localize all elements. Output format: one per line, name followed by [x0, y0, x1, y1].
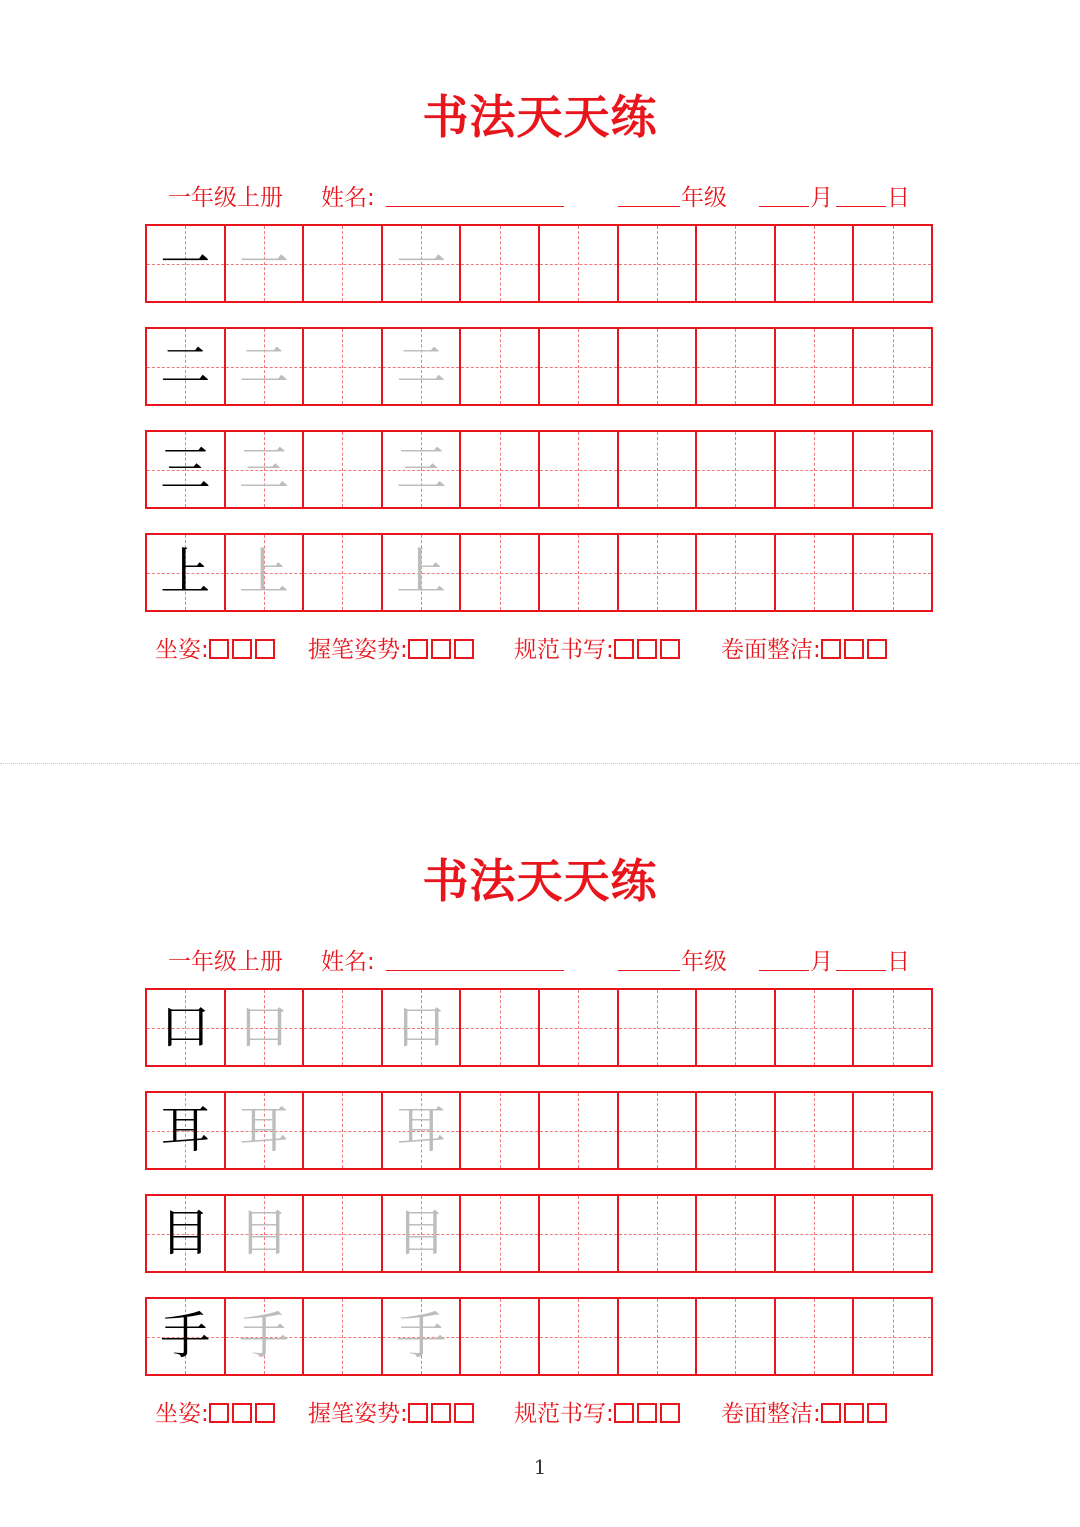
grid-cell[interactable]: [617, 432, 696, 507]
guide-line-horizontal: [304, 470, 381, 471]
grid-cell[interactable]: [852, 1093, 931, 1168]
grid-cell[interactable]: [538, 1299, 617, 1374]
standard-label: 规范书写:: [514, 637, 614, 663]
neatness-eval: [721, 1396, 890, 1432]
model-character: 二: [160, 337, 211, 395]
guide-line-horizontal: [854, 264, 931, 265]
rating-checkbox[interactable]: [454, 639, 474, 659]
grid-cell[interactable]: [381, 226, 460, 301]
grid-cell[interactable]: [224, 329, 303, 404]
trace-character: 口: [396, 998, 447, 1056]
grid-cell[interactable]: [774, 1093, 853, 1168]
grid-cell[interactable]: [459, 1299, 538, 1374]
evaluation-footer: [155, 1396, 945, 1432]
trace-character: 手: [238, 1307, 289, 1365]
day-blank[interactable]: [836, 180, 886, 218]
grid-cell[interactable]: [695, 1299, 774, 1374]
trace-character: 三: [238, 440, 289, 498]
rating-checkbox[interactable]: [209, 1403, 229, 1423]
grid-cell[interactable]: [147, 1093, 224, 1168]
trace-character: 目: [396, 1204, 447, 1262]
sheet-title: 书法天天练: [422, 854, 658, 908]
guide-line-horizontal: [619, 1234, 696, 1235]
grid-cell[interactable]: [381, 535, 460, 610]
guide-line-horizontal: [461, 1028, 538, 1029]
grid-cell[interactable]: [381, 990, 460, 1065]
guide-line-horizontal: [697, 573, 774, 574]
guide-line-horizontal: [619, 470, 696, 471]
rating-checkbox[interactable]: [844, 1403, 864, 1423]
model-character: 上: [160, 543, 211, 601]
guide-line-horizontal: [304, 1131, 381, 1132]
grid-cell[interactable]: [381, 1196, 460, 1271]
guide-line-horizontal: [776, 573, 853, 574]
grid-cell[interactable]: [695, 1196, 774, 1271]
rating-checkbox[interactable]: [660, 639, 680, 659]
grid-cell[interactable]: [774, 535, 853, 610]
grid-cell[interactable]: [302, 1093, 381, 1168]
rating-checkbox[interactable]: [614, 639, 634, 659]
grid-cell[interactable]: [459, 535, 538, 610]
guide-line-horizontal: [697, 1028, 774, 1029]
model-character: 手: [160, 1307, 211, 1365]
guide-line-horizontal: [619, 1131, 696, 1132]
guide-line-horizontal: [461, 1234, 538, 1235]
name-label: 姓名:: [321, 949, 375, 975]
guide-line-horizontal: [619, 1337, 696, 1338]
evaluation-footer: [155, 632, 945, 668]
guide-line-horizontal: [776, 264, 853, 265]
grid-cell[interactable]: [538, 1093, 617, 1168]
guide-line-horizontal: [854, 470, 931, 471]
grid-cell[interactable]: [381, 1299, 460, 1374]
grid-cell[interactable]: [617, 990, 696, 1065]
trace-character: 上: [396, 543, 447, 601]
grid-cell[interactable]: [852, 990, 931, 1065]
grid-cell[interactable]: [617, 535, 696, 610]
grid-cell[interactable]: [224, 535, 303, 610]
grid-cell[interactable]: [695, 432, 774, 507]
grid-cell[interactable]: [459, 432, 538, 507]
trace-character: 二: [238, 337, 289, 395]
grid-cell[interactable]: [617, 1299, 696, 1374]
grid-cell[interactable]: [852, 1196, 931, 1271]
grid-cell[interactable]: [224, 1196, 303, 1271]
guide-line-horizontal: [540, 264, 617, 265]
guide-line-horizontal: [619, 367, 696, 368]
trace-character: 三: [396, 440, 447, 498]
grid-cell[interactable]: [302, 432, 381, 507]
grid-cell[interactable]: [538, 1196, 617, 1271]
guide-line-horizontal: [854, 1131, 931, 1132]
model-character: 一: [160, 234, 211, 292]
grip-eval: [308, 1396, 477, 1432]
grid-cell[interactable]: [147, 329, 224, 404]
rating-checkbox[interactable]: [614, 1403, 634, 1423]
sheet-title: 书法天天练: [422, 90, 658, 144]
grid-cell[interactable]: [302, 1299, 381, 1374]
writing-row: [145, 327, 933, 406]
grid-cell[interactable]: [147, 990, 224, 1065]
grade-volume-label: 一年级上册: [168, 949, 283, 975]
rating-checkbox[interactable]: [454, 1403, 474, 1423]
guide-line-horizontal: [776, 1131, 853, 1132]
month-blank[interactable]: [759, 180, 809, 218]
grid-cell[interactable]: [147, 1196, 224, 1271]
guide-line-horizontal: [540, 367, 617, 368]
page-divider: [0, 763, 1080, 764]
grade-label: 年级: [681, 949, 727, 975]
writing-row: [145, 1297, 933, 1376]
guide-line-horizontal: [461, 1131, 538, 1132]
writing-row: [145, 533, 933, 612]
sheet-header: [168, 180, 928, 216]
trace-character: 上: [238, 543, 289, 601]
name-blank[interactable]: [386, 180, 564, 218]
grip-label: 握笔姿势:: [308, 637, 408, 663]
standard-label: 规范书写:: [514, 1401, 614, 1427]
trace-character: 手: [396, 1307, 447, 1365]
rating-checkbox[interactable]: [232, 1403, 252, 1423]
guide-line-horizontal: [619, 573, 696, 574]
grid-cell[interactable]: [852, 226, 931, 301]
guide-line-horizontal: [304, 1234, 381, 1235]
month-label: 月: [810, 949, 833, 975]
guide-line-horizontal: [854, 367, 931, 368]
neatness-label: 卷面整洁:: [721, 1401, 821, 1427]
guide-line-horizontal: [540, 470, 617, 471]
grid-cell[interactable]: [224, 1299, 303, 1374]
guide-line-horizontal: [776, 367, 853, 368]
grid-cell[interactable]: [381, 1093, 460, 1168]
grid-cell[interactable]: [852, 535, 931, 610]
guide-line-horizontal: [461, 573, 538, 574]
guide-line-horizontal: [697, 470, 774, 471]
neatness-eval: [721, 632, 890, 668]
grid-cell[interactable]: [302, 1196, 381, 1271]
posture-eval: [155, 1396, 278, 1432]
trace-character: 目: [238, 1204, 289, 1262]
guide-line-horizontal: [776, 1028, 853, 1029]
grid-cell[interactable]: [147, 535, 224, 610]
trace-character: 耳: [238, 1101, 289, 1159]
grid-cell[interactable]: [852, 432, 931, 507]
grid-cell[interactable]: [538, 226, 617, 301]
guide-line-horizontal: [461, 1337, 538, 1338]
standard-eval: [514, 1396, 683, 1432]
guide-line-horizontal: [854, 1028, 931, 1029]
guide-line-horizontal: [697, 264, 774, 265]
guide-line-horizontal: [461, 470, 538, 471]
rating-checkbox[interactable]: [255, 639, 275, 659]
trace-character: 二: [396, 337, 447, 395]
day-blank[interactable]: [836, 944, 886, 982]
guide-line-horizontal: [540, 1337, 617, 1338]
rating-checkbox[interactable]: [844, 639, 864, 659]
guide-line-horizontal: [697, 1131, 774, 1132]
grid-cell[interactable]: [381, 432, 460, 507]
rating-checkbox[interactable]: [821, 1403, 841, 1423]
rating-checkbox[interactable]: [431, 639, 451, 659]
grid-cell[interactable]: [302, 990, 381, 1065]
writing-row: [145, 430, 933, 509]
grid-cell[interactable]: [538, 432, 617, 507]
trace-character: 口: [238, 998, 289, 1056]
grid-cell[interactable]: [224, 432, 303, 507]
grid-cell[interactable]: [459, 1196, 538, 1271]
grid-cell[interactable]: [774, 432, 853, 507]
day-label: 日: [887, 185, 910, 211]
rating-checkbox[interactable]: [408, 639, 428, 659]
guide-line-horizontal: [776, 470, 853, 471]
writing-row: [145, 1194, 933, 1273]
posture-eval: [155, 632, 278, 668]
guide-line-horizontal: [697, 1337, 774, 1338]
posture-label: 坐姿:: [155, 1401, 209, 1427]
standard-eval: [514, 632, 683, 668]
rating-checkbox[interactable]: [431, 1403, 451, 1423]
posture-label: 坐姿:: [155, 637, 209, 663]
grid-cell[interactable]: [617, 1093, 696, 1168]
guide-line-horizontal: [540, 1028, 617, 1029]
guide-line-horizontal: [697, 1234, 774, 1235]
grid-cell[interactable]: [695, 226, 774, 301]
grid-cell[interactable]: [381, 329, 460, 404]
grid-cell[interactable]: [147, 1299, 224, 1374]
guide-line-horizontal: [461, 264, 538, 265]
grid-cell[interactable]: [459, 990, 538, 1065]
grid-cell[interactable]: [459, 329, 538, 404]
grid-cell[interactable]: [617, 1196, 696, 1271]
grid-cell[interactable]: [774, 226, 853, 301]
writing-row: [145, 988, 933, 1067]
grade-blank[interactable]: [618, 944, 680, 982]
grid-cell[interactable]: [459, 226, 538, 301]
model-character: 耳: [160, 1101, 211, 1159]
trace-character: 一: [238, 234, 289, 292]
guide-line-horizontal: [540, 573, 617, 574]
grade-volume-label: 一年级上册: [168, 185, 283, 211]
guide-line-horizontal: [854, 573, 931, 574]
grid-cell[interactable]: [852, 329, 931, 404]
rating-checkbox[interactable]: [255, 1403, 275, 1423]
grade-blank[interactable]: [618, 180, 680, 218]
page-number: 1: [533, 1455, 547, 1479]
guide-line-horizontal: [619, 1028, 696, 1029]
rating-checkbox[interactable]: [660, 1403, 680, 1423]
guide-line-horizontal: [540, 1131, 617, 1132]
grid-cell[interactable]: [774, 1299, 853, 1374]
model-character: 口: [160, 998, 211, 1056]
grid-cell[interactable]: [774, 990, 853, 1065]
grip-eval: [308, 632, 477, 668]
guide-line-horizontal: [776, 1337, 853, 1338]
rating-checkbox[interactable]: [867, 1403, 887, 1423]
guide-line-horizontal: [854, 1337, 931, 1338]
grid-cell[interactable]: [147, 432, 224, 507]
grid-cell[interactable]: [147, 226, 224, 301]
grip-label: 握笔姿势:: [308, 1401, 408, 1427]
guide-line-horizontal: [304, 1028, 381, 1029]
grid-cell[interactable]: [302, 329, 381, 404]
trace-character: 一: [396, 234, 447, 292]
name-blank[interactable]: [386, 944, 564, 982]
neatness-label: 卷面整洁:: [721, 637, 821, 663]
grid-cell[interactable]: [695, 535, 774, 610]
day-label: 日: [887, 949, 910, 975]
grid-cell[interactable]: [538, 535, 617, 610]
month-label: 月: [810, 185, 833, 211]
grid-cell[interactable]: [302, 226, 381, 301]
rating-checkbox[interactable]: [637, 639, 657, 659]
name-label: 姓名:: [321, 185, 375, 211]
grid-cell[interactable]: [774, 329, 853, 404]
guide-line-horizontal: [304, 367, 381, 368]
grid-cell[interactable]: [224, 990, 303, 1065]
grid-cell[interactable]: [302, 535, 381, 610]
rating-checkbox[interactable]: [232, 639, 252, 659]
sheet-header: [168, 944, 928, 980]
grid-cell[interactable]: [617, 226, 696, 301]
guide-line-horizontal: [776, 1234, 853, 1235]
guide-line-horizontal: [619, 264, 696, 265]
trace-character: 耳: [396, 1101, 447, 1159]
grid-cell[interactable]: [538, 329, 617, 404]
grid-cell[interactable]: [538, 990, 617, 1065]
grade-label: 年级: [681, 185, 727, 211]
grid-cell[interactable]: [695, 1093, 774, 1168]
grid-cell[interactable]: [852, 1299, 931, 1374]
grid-cell[interactable]: [224, 226, 303, 301]
rating-checkbox[interactable]: [209, 639, 229, 659]
guide-line-horizontal: [540, 1234, 617, 1235]
guide-line-horizontal: [304, 264, 381, 265]
month-blank[interactable]: [759, 944, 809, 982]
grid-cell[interactable]: [695, 329, 774, 404]
guide-line-horizontal: [697, 367, 774, 368]
rating-checkbox[interactable]: [637, 1403, 657, 1423]
grid-cell[interactable]: [617, 329, 696, 404]
model-character: 目: [160, 1204, 211, 1262]
guide-line-horizontal: [461, 367, 538, 368]
guide-line-horizontal: [304, 1337, 381, 1338]
grid-cell[interactable]: [459, 1093, 538, 1168]
grid-cell[interactable]: [774, 1196, 853, 1271]
guide-line-horizontal: [854, 1234, 931, 1235]
rating-checkbox[interactable]: [867, 639, 887, 659]
writing-row: [145, 224, 933, 303]
grid-cell[interactable]: [695, 990, 774, 1065]
writing-row: [145, 1091, 933, 1170]
model-character: 三: [160, 440, 211, 498]
grid-cell[interactable]: [224, 1093, 303, 1168]
rating-checkbox[interactable]: [408, 1403, 428, 1423]
rating-checkbox[interactable]: [821, 639, 841, 659]
guide-line-horizontal: [304, 573, 381, 574]
